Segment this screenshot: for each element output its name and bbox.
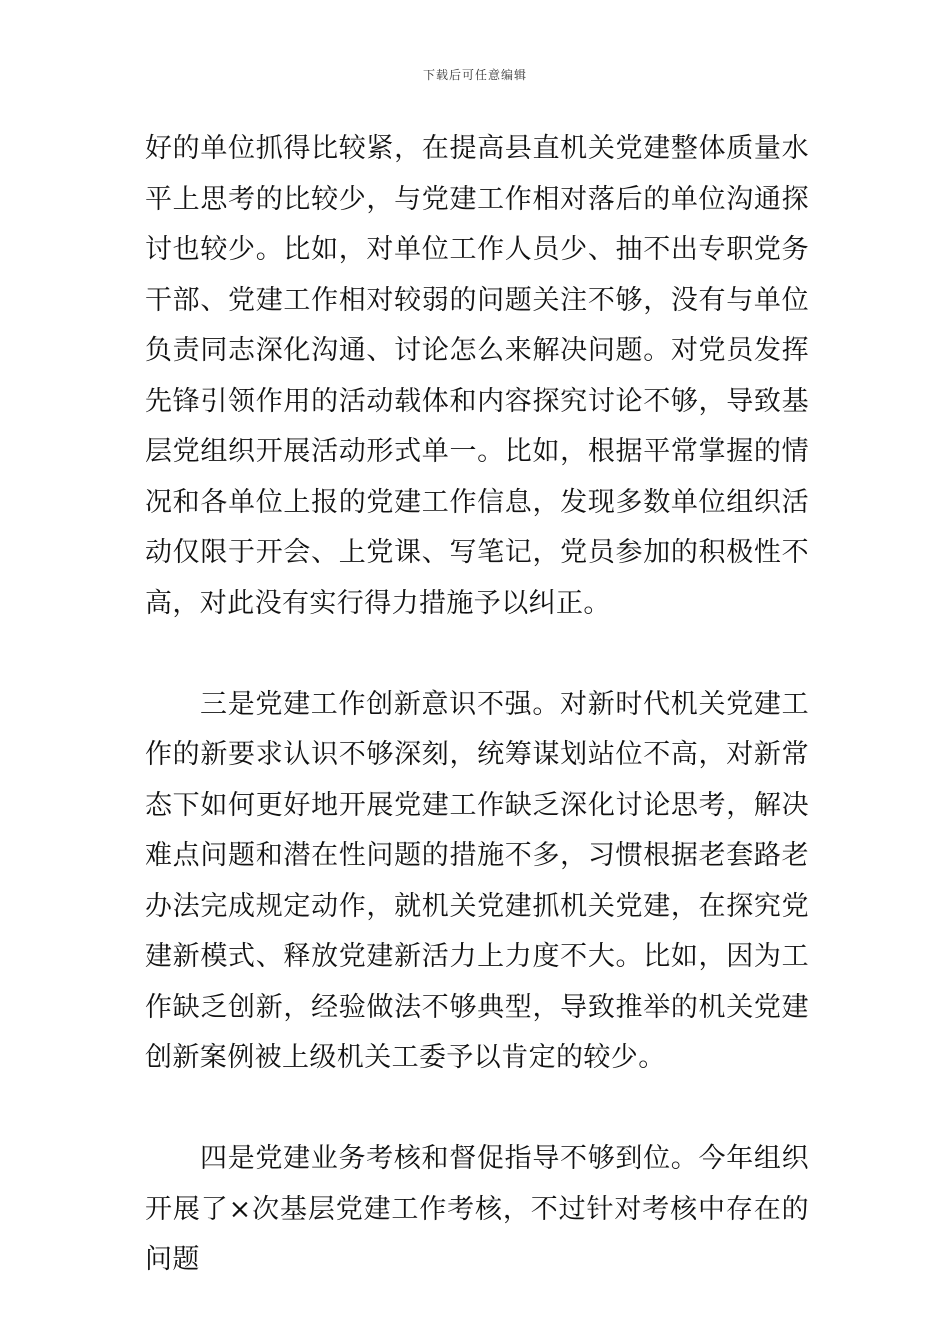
paragraph-assessment: 四是党建业务考核和督促指导不够到位。今年组织开展了×次基层党建工作考核，不过针对考核中存在的问题	[145, 1143, 809, 1275]
paragraph-gap	[145, 629, 809, 680]
paragraph-gap	[145, 1084, 809, 1135]
page-header: 下载后可任意编辑	[422, 68, 527, 82]
paragraph-innovation: 三是党建工作创新意识不强。对新时代机关党建工作的新要求认识不够深刻，统筹谋划站位不高，对新常态下如何更好地开展党建工作缺乏深化讨论思考，解决难点问题和潜在性问题的措施不多，习惯根据老套路老办法完成规定动作，就机关党建抓机关党建，在探究党建新模式、释放党建新活力上力度不大。比如，因为工作缺乏创新，经验做法不够典型，导致推举的机关党建创新案例被上级机关工委予以肯定的较少。	[145, 688, 809, 1073]
document-body	[145, 124, 809, 1286]
paragraph-continued: 好的单位抓得比较紧，在提高县直机关党建整体质量水平上思考的比较少，与党建工作相对落后的单位沟通探讨也较少。比如，对单位工作人员少、抽不出专职党务干部、党建工作相对较弱的问题关注不够，没有与单位负责同志深化沟通、讨论怎么来解决问题。对党员发挥先锋引领作用的活动载体和内容探究讨论不够，导致基层党组织开展活动形式单一。比如，根据平常掌握的情况和各单位上报的党建工作信息，发现多数单位组织活动仅限于开会、上党课、写笔记，党员参加的积极性不高，对此没有实行得力措施予以纠正。	[145, 133, 809, 619]
